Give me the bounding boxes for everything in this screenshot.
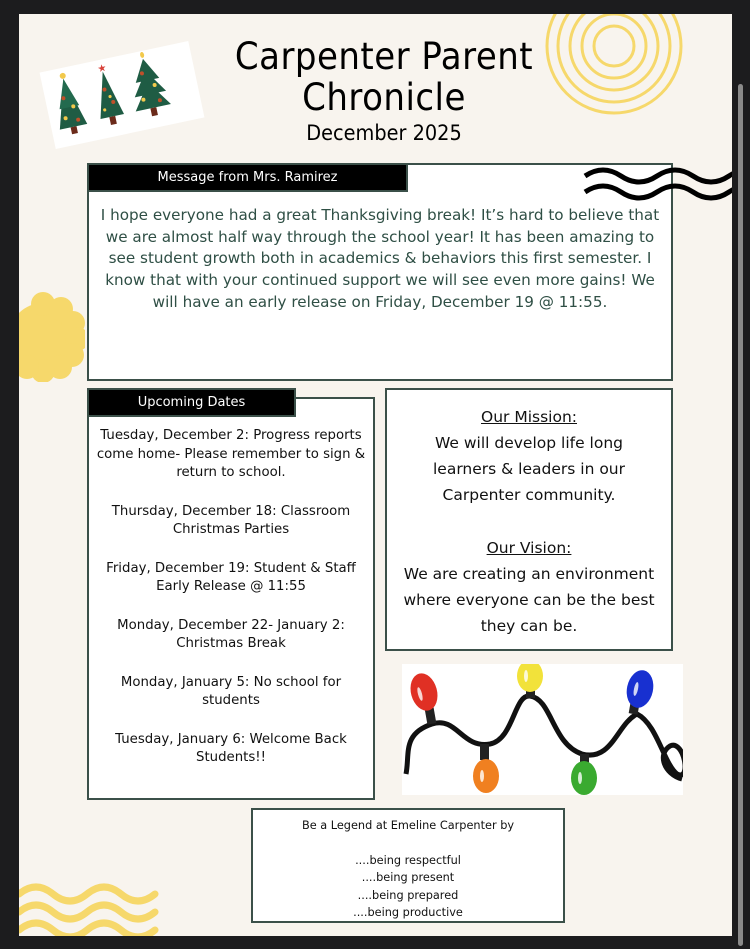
vision-text: We are creating an environment where everyone can be the best they can be. xyxy=(403,565,655,635)
message-body: I hope everyone had a great Thanksgiving break! It’s hard to believe that we are almost half way through the school year! It has been amazing to see student growth both in academics & behaviors this first semester. I know that with your continued support we will see even more gains! We will have an early release on Friday, December 19 @ 11:55. xyxy=(100,206,660,311)
legend-item: ....being prepared xyxy=(357,888,459,902)
upcoming-dates-list xyxy=(89,427,373,788)
upcoming-dates-box xyxy=(87,397,375,800)
christmas-lights-icon xyxy=(402,664,683,795)
mission-heading: Our Mission: xyxy=(481,408,577,426)
date-item: Friday, December 19: Student & Staff Early Release @ 11:55 xyxy=(106,560,356,594)
christmas-lights-image xyxy=(402,664,683,795)
mission-vision-content xyxy=(387,404,671,639)
upcoming-dates-heading-text: Upcoming Dates xyxy=(137,395,246,410)
date-item: Tuesday, December 2: Progress reports come home- Please remember to sign & return to school. xyxy=(96,428,366,480)
legend-item: ....being productive xyxy=(353,906,463,919)
newsletter-title-line1: Carpenter Parent xyxy=(234,35,534,78)
wavy-lines-decoration xyxy=(583,166,732,206)
message-heading xyxy=(87,163,408,192)
date-item: Thursday, December 18: Classroom Christmas Parties xyxy=(111,503,351,537)
date-item: Monday, January 5: No school for students xyxy=(120,674,342,708)
legend-intro: Be a Legend at Emeline Carpenter by xyxy=(301,819,515,832)
mission-text: We will develop life long learners & leaders in our Carpenter community. xyxy=(432,434,626,504)
legend-box xyxy=(251,808,565,923)
message-heading-text: Message from Mrs. Ramirez xyxy=(157,170,338,185)
legend-item: ....being present xyxy=(361,871,455,884)
vision-heading: Our Vision: xyxy=(486,539,572,557)
upcoming-dates-heading xyxy=(87,388,296,417)
vertical-scrollbar[interactable] xyxy=(738,84,743,946)
date-item: Tuesday, January 6: Welcome Back Students!! xyxy=(115,731,347,765)
yellow-wavy-lines-decoration xyxy=(19,876,167,936)
svg-text:★: ★ xyxy=(96,62,108,76)
date-item: Monday, December 22- January 2: Christmas Break xyxy=(117,617,345,651)
legend-item: ....being respectful xyxy=(355,853,461,867)
legend-content xyxy=(253,817,563,922)
scalloped-circle-decoration xyxy=(19,292,85,382)
newsletter-title-line2: Chronicle xyxy=(302,76,466,119)
newsletter-date: December 2025 xyxy=(306,121,462,145)
newsletter-header xyxy=(159,36,609,146)
newsletter-page xyxy=(19,14,732,936)
mission-vision-box xyxy=(385,388,673,651)
